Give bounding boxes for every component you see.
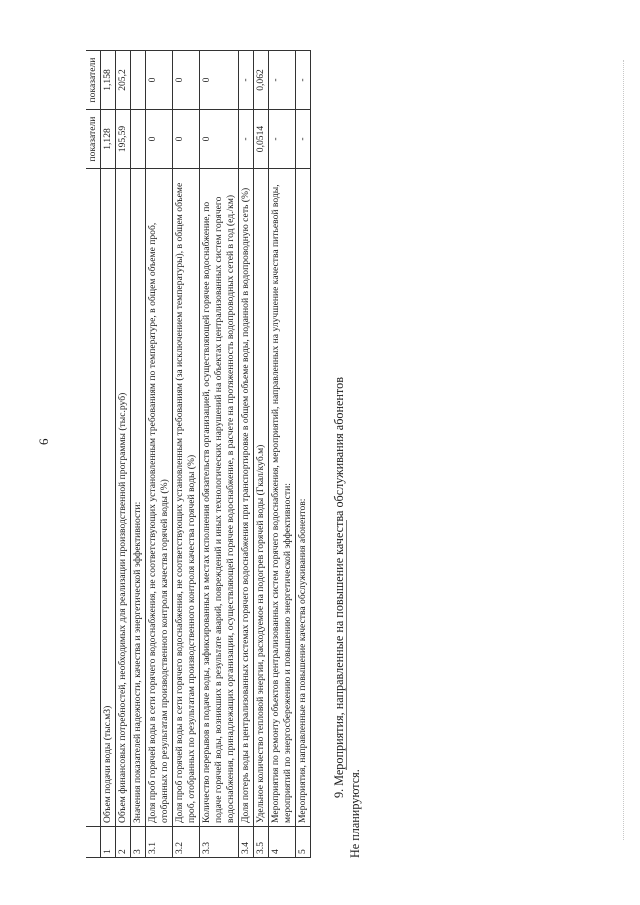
table-row <box>269 51 296 858</box>
row-value-1: - <box>239 110 254 169</box>
rotated-content <box>86 50 363 858</box>
row-text: Объем подачи воды (тыс.м3) <box>101 169 116 827</box>
row-value-1: 0 <box>173 110 200 169</box>
row-number: 3.4 <box>239 827 254 858</box>
row-value-1: 0 <box>200 110 239 169</box>
row-number: 3 <box>131 827 146 858</box>
row-number: 2 <box>116 827 131 858</box>
table-row <box>239 51 254 858</box>
row-value-2 <box>131 51 146 110</box>
row-value-2: 205,2 <box>116 51 131 110</box>
row-value-2: 0,062 <box>254 51 269 110</box>
row-text: Количество перерывов в подаче воды, зафиксированных в местах исполнения обязательств организацией, осуществляющей горячее водоснабжение, по подаче горячей воды, возникших в результате аварий, повреждений и иных технологических нарушений на объектах централизованных систем горячего водоснабжения, принадлежащих организации, осуществляющей горячее водоснабжение, в расчете на протяженность водопроводных сетей в год (ед./км) <box>200 169 239 827</box>
row-value-1: - <box>269 110 296 169</box>
row-number: 3.2 <box>173 827 200 858</box>
table-row <box>146 51 173 858</box>
row-text: Объем финансовых потребностей, необходимых для реализации производственной программы (тыс.руб) <box>116 169 131 827</box>
row-text: Доля потерь воды в централизованных системах горячего водоснабжения при транспортировке в общем объеме воды, поданной в водопроводную сеть (%) <box>239 169 254 827</box>
row-text: Удельное количество тепловой энергии, расходуемое на подогрев горячей воды (Гкал/куб.м) <box>254 169 269 827</box>
row-value-1: 0 <box>146 110 173 169</box>
row-number: 3.1 <box>146 827 173 858</box>
row-number: 4 <box>269 827 296 858</box>
row-number: 3.3 <box>200 827 239 858</box>
header-blank-num <box>86 827 101 858</box>
row-number: 5 <box>296 827 311 858</box>
row-value-2: - <box>296 51 311 110</box>
row-value-2: - <box>239 51 254 110</box>
table-row <box>101 51 116 858</box>
row-value-1: - <box>296 110 311 169</box>
row-value-1: 195,59 <box>116 110 131 169</box>
row-value-1: 0,0514 <box>254 110 269 169</box>
row-text: Значения показателей надежности, качества и энергетической эффективности: <box>131 169 146 827</box>
row-number: 1 <box>101 827 116 858</box>
page-number: 6 <box>36 438 51 445</box>
table-row <box>200 51 239 858</box>
row-value-2: 1,158 <box>101 51 116 110</box>
table-header-row <box>86 51 101 858</box>
section-9-body: Не планируются. <box>348 769 362 858</box>
row-value-2: 0 <box>200 51 239 110</box>
row-value-1: 1,128 <box>101 110 116 169</box>
table-row <box>173 51 200 858</box>
table-row <box>116 51 131 858</box>
scan-edge-marks <box>623 60 634 840</box>
row-number: 3.5 <box>254 827 269 858</box>
header-blank-text <box>86 169 101 827</box>
table-row <box>131 51 146 858</box>
row-value-1 <box>131 110 146 169</box>
section-9 <box>331 50 363 858</box>
indicators-table <box>86 50 311 858</box>
table-row <box>254 51 269 858</box>
table-row <box>296 51 311 858</box>
divider-line <box>346 520 347 770</box>
row-text: Доля проб горячей воды в сети горячего водоснабжения, не соответствующих установленным требованиям по температуре, в общем объеме проб, отобранных по результатам производственного контроля качества горячей воды (%) <box>146 169 173 827</box>
header-cell: показатели <box>86 51 101 110</box>
row-text: Мероприятия по ремонту объектов централизованных систем горячего водоснабжения, мероприятий, направленных на улучшение качества питьевой воды, мероприятий по энергосбережению и повышению энергетической эффективности: <box>269 169 296 827</box>
row-value-2: 0 <box>173 51 200 110</box>
row-value-2: 0 <box>146 51 173 110</box>
header-cell: показатели <box>86 110 101 169</box>
row-text: Доля проб горячей воды в сети горячего водоснабжения, не соответствующих установленным требованиям (за исключением температуры), в общем объеме проб, отобранных по результатам производственного контроля качества горячей воды (%) <box>173 169 200 827</box>
row-text: Мероприятия, направленные на повышение качества обслуживания абонентов: <box>296 169 311 827</box>
section-9-title: 9. Мероприятия, направленные на повышение качества обслуживания абонентов <box>332 377 346 798</box>
row-value-2: - <box>269 51 296 110</box>
